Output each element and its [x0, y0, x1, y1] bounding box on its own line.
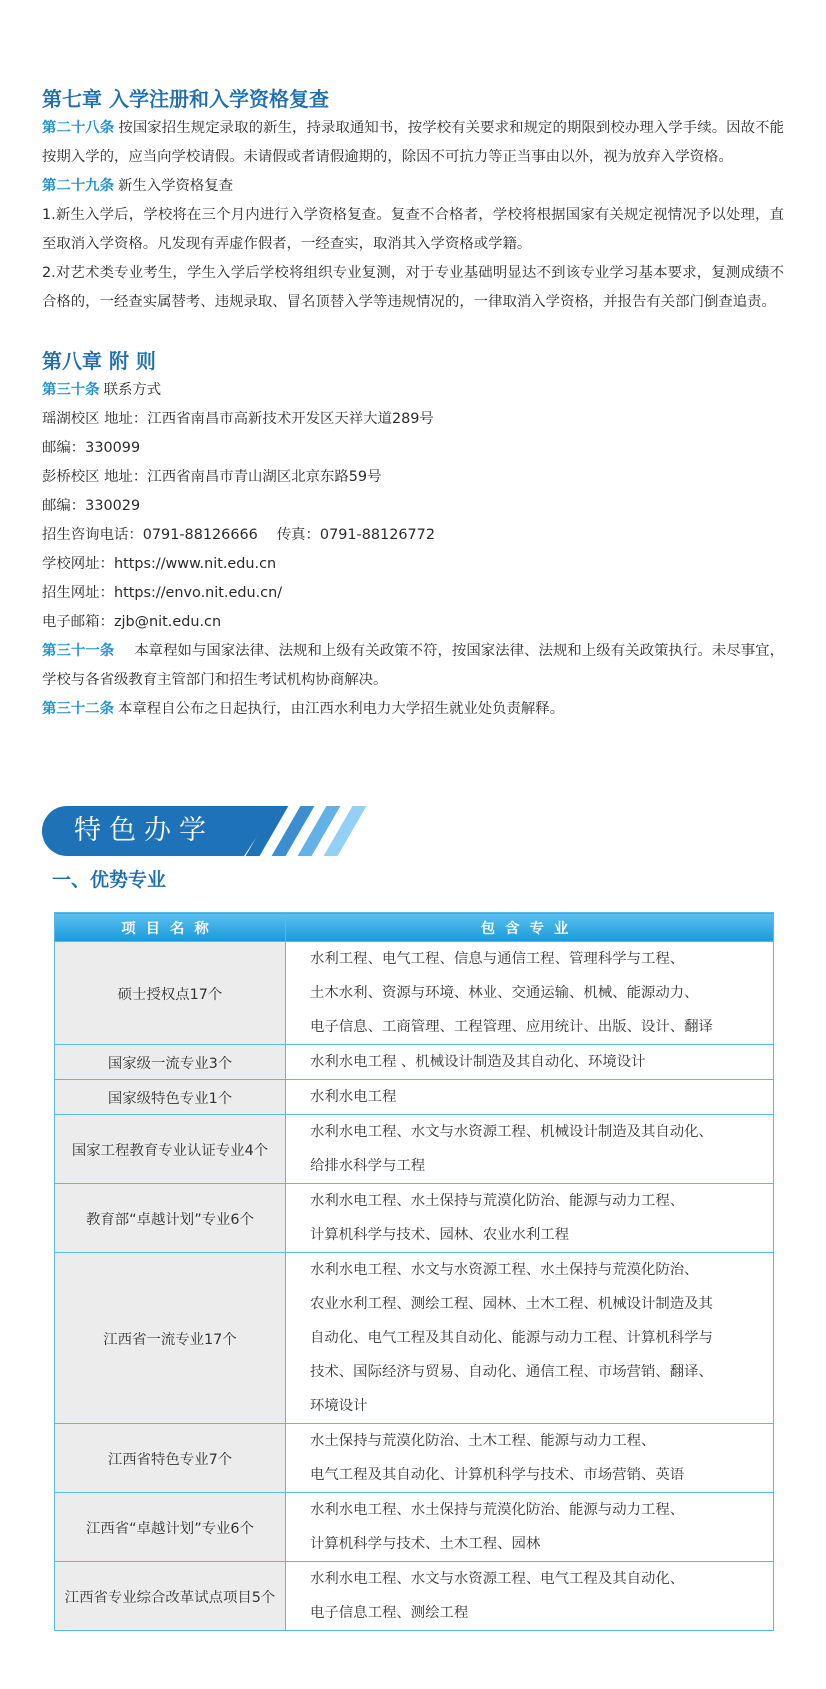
row-majors [286, 1184, 774, 1253]
row-project-name: 江西省“卓越计划”专业6个 [55, 1493, 286, 1562]
major-line: 给排水科学与工程 [310, 1158, 426, 1174]
major-line: 水利水电工程、水文与水资源工程、水土保持与荒漠化防治、 [310, 1262, 699, 1278]
article-32 [42, 695, 784, 724]
major-line: 电子信息、工商管理、工程管理、应用统计、出版、设计、翻译 [310, 1019, 713, 1035]
table-row [55, 942, 774, 1045]
major-line: 水利水电工程、水土保持与荒漠化防治、能源与动力工程、 [310, 1502, 685, 1518]
row-majors [286, 1562, 774, 1631]
row-project-name: 教育部“卓越计划”专业6个 [55, 1184, 286, 1253]
row-project-name: 江西省特色专业7个 [55, 1424, 286, 1493]
table-row [55, 1562, 774, 1631]
article-28 [42, 114, 784, 172]
table-row [55, 1080, 774, 1115]
major-line: 水利工程、电气工程、信息与通信工程、管理科学与工程、 [310, 951, 685, 967]
major-line: 水利水电工程 [310, 1089, 397, 1105]
article-29-number: 第二十九条 [42, 178, 114, 194]
article-28-number: 第二十八条 [42, 120, 115, 136]
major-line: 土木水利、资源与环境、林业、交通运输、机械、能源动力、 [310, 985, 699, 1001]
article-31-number: 第三十一条 [42, 643, 115, 659]
major-line: 计算机科学与技术、土木工程、园林 [310, 1536, 541, 1552]
row-majors [286, 1045, 774, 1080]
table-row [55, 1184, 774, 1253]
row-majors [286, 1253, 774, 1424]
table-row [55, 1045, 774, 1080]
major-line: 环境设计 [310, 1398, 368, 1414]
article-29-item-2: 2.对艺术类专业考生，学生入学后学校将组织专业复测，对于专业基础明显达不到该专业学习基本要求，复测成绩不合格的，一经查实属替考、违规录取、冒名顶替入学等违规情况的，一律取消入学资格，并报告有关部门倒查追责。 [42, 265, 784, 310]
row-majors [286, 942, 774, 1045]
article-31 [42, 637, 784, 695]
major-line: 水利水电工程、水文与水资源工程、机械设计制造及其自动化、 [310, 1124, 713, 1140]
major-line: 电子信息工程、测绘工程 [310, 1605, 469, 1621]
row-project-name: 国家工程教育专业认证专业4个 [55, 1115, 286, 1184]
contact-line: 招生网址：https://envo.nit.edu.cn/ [42, 585, 283, 601]
contact-line: 邮编：330029 [42, 498, 141, 514]
section-banner [42, 806, 362, 856]
article-29-text: 新生入学资格复查 [117, 178, 234, 194]
row-majors [286, 1424, 774, 1493]
major-line: 农业水利工程、测绘工程、园林、土木工程、机械设计制造及其 [310, 1296, 713, 1312]
article-28-text: 按国家招生规定录取的新生，持录取通知书，按学校有关要求和规定的期限到校办理入学手续。因故不能按期入学的，应当向学校请假。未请假或者请假逾期的，除因不可抗力等正当事由以外，视为放弃入学资格。 [42, 120, 784, 165]
section-title: 一、优势专业 [52, 869, 167, 891]
table-row [55, 1493, 774, 1562]
contact-line: 招生咨询电话：0791-88126666 传真：0791-88126772 [42, 527, 435, 543]
table-row [55, 1115, 774, 1184]
major-line: 技术、国际经济与贸易、自动化、通信工程、市场营销、翻译、 [310, 1364, 713, 1380]
row-majors [286, 1493, 774, 1562]
article-31-text: 本章程如与国家法律、法规和上级有关政策不符，按国家法律、法规和上级有关政策执行。未尽事宜，学校与各省级教育主管部门和招生考试机构协商解决。 [42, 643, 784, 688]
header-included-majors: 包含专业 [286, 913, 774, 942]
header-project-name: 项目名称 [55, 913, 286, 942]
banner-label: 特色办学 [74, 815, 214, 846]
row-project-name: 硕士授权点17个 [55, 942, 286, 1045]
contact-line: 电子邮箱：zjb@nit.edu.cn [42, 614, 222, 630]
article-30-number: 第三十条 [42, 382, 100, 398]
chapter-7-title: 第七章 入学注册和入学资格复查 [42, 87, 329, 111]
major-line: 水土保持与荒漠化防治、土木工程、能源与动力工程、 [310, 1433, 656, 1449]
article-32-number: 第三十二条 [42, 701, 114, 717]
article-29 [42, 172, 784, 201]
row-majors [286, 1080, 774, 1115]
article-32-text: 本章程自公布之日起执行，由江西水利电力大学招生就业处负责解释。 [117, 701, 565, 717]
contact-line: 邮编：330099 [42, 440, 141, 456]
major-line: 计算机科学与技术、园林、农业水利工程 [310, 1227, 570, 1243]
contact-line: 学校网址：https://www.nit.edu.cn [42, 556, 277, 572]
row-majors [286, 1115, 774, 1184]
article-30-text: 联系方式 [103, 382, 162, 398]
row-project-name: 江西省一流专业17个 [55, 1253, 286, 1424]
major-line: 水利水电工程 、机械设计制造及其自动化、环境设计 [310, 1054, 646, 1070]
chapter-8-title: 第八章 附 则 [42, 349, 156, 373]
contact-line: 彭桥校区 地址：江西省南昌市青山湖区北京东路59号 [42, 469, 382, 485]
article-29-item-1: 1.新生入学后，学校将在三个月内进行入学资格复查。复查不合格者，学校将根据国家有关规定视情况予以处理，直至取消入学资格。凡发现有弄虚作假者，一经查实，取消其入学资格或学籍。 [42, 207, 784, 252]
table-row [55, 1424, 774, 1493]
row-project-name: 江西省专业综合改革试点项目5个 [55, 1562, 286, 1631]
contact-line: 瑶湖校区 地址：江西省南昌市高新技术开发区天祥大道289号 [42, 411, 434, 427]
major-line: 水利水电工程、水土保持与荒漠化防治、能源与动力工程、 [310, 1193, 685, 1209]
regulation-text [42, 84, 784, 724]
row-project-name: 国家级特色专业1个 [55, 1080, 286, 1115]
row-project-name: 国家级一流专业3个 [55, 1045, 286, 1080]
table-row [55, 1253, 774, 1424]
major-line: 水利水电工程、水文与水资源工程、电气工程及其自动化、 [310, 1571, 685, 1587]
table-header-row [55, 913, 774, 942]
advantage-majors-table [54, 912, 774, 1631]
article-30 [42, 376, 784, 405]
major-line: 电气工程及其自动化、计算机科学与技术、市场营销、英语 [310, 1467, 685, 1483]
major-line: 自动化、电气工程及其自动化、能源与动力工程、计算机科学与 [310, 1330, 713, 1346]
